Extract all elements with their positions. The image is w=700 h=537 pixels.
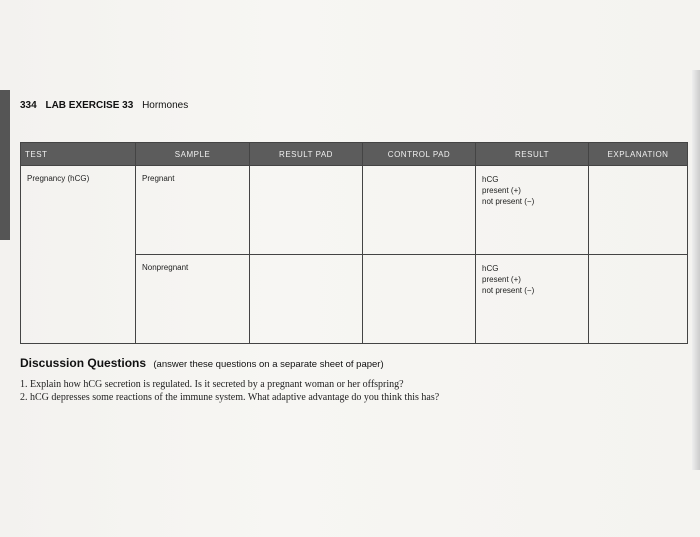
exercise-label: LAB EXERCISE 33	[45, 100, 134, 111]
result-cell	[476, 166, 589, 255]
question-1: 1. Explain how hCG secretion is regulated. Is it secreted by a pregnant woman or her offspring?	[20, 379, 404, 390]
sample-cell: Pregnant	[136, 166, 250, 255]
exercise-subject: Hormones	[142, 100, 189, 111]
binding-shadow	[0, 90, 10, 240]
control-pad-cell	[363, 166, 476, 255]
discussion-title: Discussion Questions	[20, 356, 147, 370]
discussion-questions	[20, 378, 439, 404]
page-header	[20, 100, 188, 111]
test-cell: Pregnancy (hCG)	[21, 166, 136, 344]
column-header-result: RESULT	[476, 143, 589, 166]
result-not-present: not present (−)	[482, 286, 535, 295]
table-row	[21, 166, 688, 255]
discussion-note: (answer these questions on a separate sheet of paper)	[153, 359, 384, 370]
result-not-present: not present (−)	[482, 197, 535, 206]
result-present: present (+)	[482, 275, 521, 284]
question-2: 2. hCG depresses some reactions of the immune system. What adaptive advantage do you think this has?	[20, 392, 440, 403]
results-table	[20, 142, 688, 344]
explanation-cell	[589, 166, 688, 255]
control-pad-cell	[363, 255, 476, 344]
column-header-result-pad: RESULT PAD	[250, 143, 363, 166]
sample-cell: Nonpregnant	[136, 255, 250, 344]
result-hcg: hCG	[482, 175, 499, 184]
result-cell	[476, 255, 589, 344]
table-header-row	[21, 143, 688, 166]
result-pad-cell	[250, 255, 363, 344]
column-header-explanation: EXPLANATION	[589, 143, 688, 166]
result-present: present (+)	[482, 186, 521, 195]
explanation-cell	[589, 255, 688, 344]
column-header-sample: SAMPLE	[136, 143, 250, 166]
discussion-heading	[20, 356, 384, 370]
column-header-test: TEST	[21, 143, 136, 166]
result-pad-cell	[250, 166, 363, 255]
page-number: 334	[20, 100, 37, 111]
column-header-control-pad: CONTROL PAD	[363, 143, 476, 166]
page-edge-shadow	[692, 70, 700, 470]
result-hcg: hCG	[482, 264, 499, 273]
